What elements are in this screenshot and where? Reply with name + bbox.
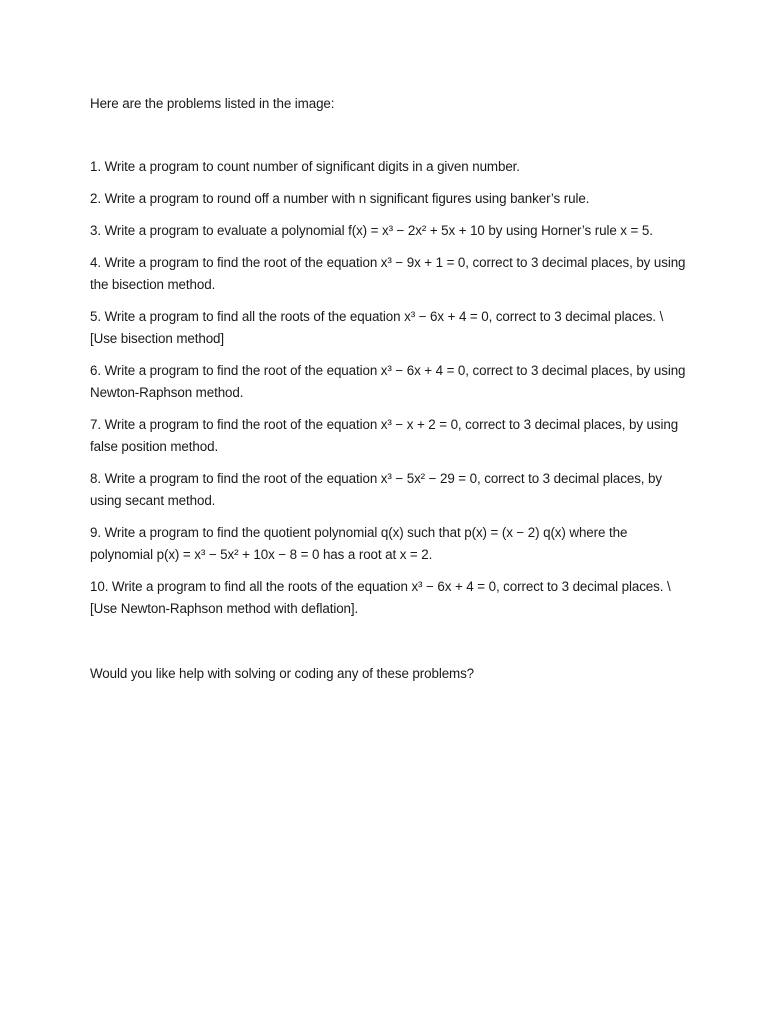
problem-item: 1. Write a program to count number of significant digits in a given number.	[90, 159, 520, 174]
problem-item: 9. Write a program to find the quotient polynomial q(x) such that p(x) = (x − 2) q(x) where the polynomial p(x) = x³ − 5x² + 10x − 8 = 0 has a root at x = 2.	[90, 525, 628, 562]
intro-text: Here are the problems listed in the image:	[90, 96, 335, 111]
document-body	[90, 93, 690, 685]
problem-item: 6. Write a program to find the root of the equation x³ − 6x + 4 = 0, correct to 3 decimal places, by using Newton-Raphson method.	[90, 363, 686, 400]
problem-item: 5. Write a program to find all the roots of the equation x³ − 6x + 4 = 0, correct to 3 decimal places. \[Use bisection method]	[90, 309, 664, 346]
outro-text: Would you like help with solving or coding any of these problems?	[90, 666, 475, 681]
problem-item: 4. Write a program to find the root of the equation x³ − 9x + 1 = 0, correct to 3 decimal places, by using the bisection method.	[90, 255, 686, 292]
problem-item: 3. Write a program to evaluate a polynomial f(x) = x³ − 2x² + 5x + 10 by using Horner’s rule x = 5.	[90, 223, 653, 238]
problem-item: 8. Write a program to find the root of the equation x³ − 5x² − 29 = 0, correct to 3 decimal places, by using secant method.	[90, 471, 662, 508]
problem-item: 2. Write a program to round off a number with n significant figures using banker’s rule.	[90, 191, 590, 206]
problem-list	[90, 156, 690, 620]
problem-item: 7. Write a program to find the root of the equation x³ − x + 2 = 0, correct to 3 decimal places, by using false position method.	[90, 417, 679, 454]
problem-item: 10. Write a program to find all the roots of the equation x³ − 6x + 4 = 0, correct to 3 decimal places. \[Use Newton-Raphson method with deflation].	[90, 579, 671, 616]
